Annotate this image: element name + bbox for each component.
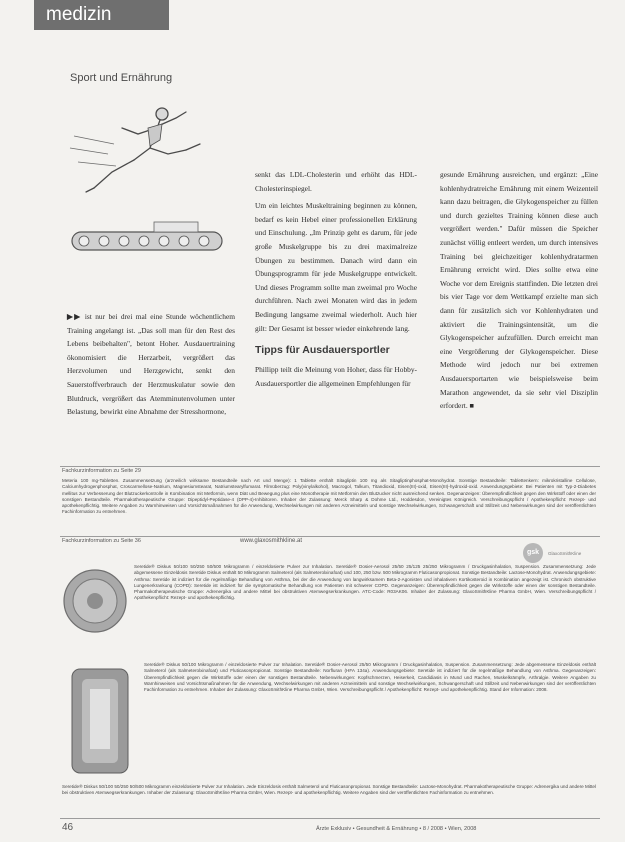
- column-2-paragraph: senkt das LDL-Cholesterin und erhöht das HDL-Cholesterinspiegel.: [255, 170, 417, 193]
- gsk-logo-subtext: GlaxoSmithKline: [548, 551, 582, 556]
- ad-url[interactable]: www.glaxosmithkline.at: [240, 538, 303, 544]
- ad-text: Meteria 100 mg-Tabletten. Zusammensetzung (arzneilich wirksame Bestandteile nach Art und Menge): 1 Tablette enthält Sitagliptin 100 mg als Sitagliptinphosphat-Monohydrat. Sonstige Bestandteile: Tablettenkern: mikrokristalline Cellulose, Calciumhydrogenphosphat, Croscarmellose-Natrium, Magnesiumstearat, Natriumstearylfumarat. Filmüberzug: Poly(vinylalkohol), Macrogol, Talkum, Titandioxid, Eisen(III)-oxid, Eisen(III)-hydroxid-oxid. Anwendungsgebiete: Bei Patienten mit Typ-2-Diabetes mellitus zur Verbesserung der Blutzuckerkontrolle in Kombination mit Metformin, wenn Diät und Bewegung plus eine Monotherapie mit Metformin den Blutzucker nicht ausreichend senken. Gegenanzeigen: Überempfindlichkeit gegen den Wirkstoff oder einen der sonstigen Bestandteile. Pharmakotherapeutische Gruppe: Dipeptidyl-Peptidase-4 (DPP-4)-Inhibitoren. Inhaber der Zulassung: Merck Sharp & Dohme Ltd., Hoddesdon, Vereinigtes Königreich. Verschreibungspflicht / Apothekenpflicht: Rezept- und apothekenpflichtig. Weitere Angaben zu Warnhinweisen und Vorsichtsmaßnahmen für die Anwendung, Wechselwirkungen mit anderen Arzneimitteln und sonstige Wechselwirkungen, Schwangerschaft und Stillzeit und Nebenwirkungen sind der veröffentlichten Fachinformation zu entnehmen.: [62, 478, 596, 515]
- publication-footer: Ärzte Exklusiv • Gesundheit & Ernährung • 8 / 2008 • Wien, 2008: [316, 826, 477, 832]
- article-column-1: [67, 310, 235, 423]
- gsk-logo: gsk: [523, 543, 543, 563]
- inhaler-aerosol-image: [66, 665, 136, 779]
- article-subhead: Tipps für Ausdauersportler: [255, 344, 390, 357]
- ad-text: Seretide® Diskus 50/100 50/250 50/500 Mikrogramm einzeldosierte Pulver zur Inhalation. Jede Einzeldosis enthält Salmeterol und Fluticasonpropionat. Sonstige Bestandteile: Lactose-Monohydrat. Pharmakotherapeutische Gruppe: Adrenergika und andere Mittel bei obstruktiven Atemwegserkrankungen. Inhaber der Zulassung: GlaxoSmithKline Pharma GmbH, Wien. Rezept- und apothekenpflichtig. Weitere Angaben sind der veröffentlichten Fachinformation zu entnehmen.: [62, 784, 596, 796]
- section-tab: medizin: [34, 0, 169, 30]
- diskus-inhaler-image: [62, 568, 128, 634]
- runner-illustration: [64, 92, 228, 272]
- article-column-2: [255, 168, 417, 394]
- column-3-text: gesunde Ernährung ausreichen, und ergänzt: „Eine kohlenhydratreiche Ernährung mit einem Weizenteil kann dazu beitragen, die Glykogenspeicher zu füllen und durch gezieltes Training können diese auch vergrößert werden." Dafür müssen die Speicher zunächst völlig entleert werden, um durch intensives Training bei gleichzeitiger kohlenhydratarmen Ernährung erreicht wird. Dies sollte etwa eine Woche vor dem Ereignis stattfinden. Die letzten drei bis vier Tage vor dem Wettkampf erzielte man sich dann für zusätzlich sich vor Kohlenhydraten und aktiviert die Trainingsintensität, um die Glykogenspeicher aufzufüllen. Durch erreicht man eine Vergrößerung der Glykogenspeicher. Diese Methode wird jedoch nur bei extremen Ausdauersportarten wie beispielsweise beim Marathon angewendet, da sie sehr viel Disziplin erfordert.: [440, 170, 598, 411]
- ad-text: Seretide® Diskus 50/100 Mikrogramm / einzeldosierte Pulver zur Inhalation. Seretide® Dosier-Aerosol 25/50 Mikrogramm / Druckgasinhalation, Suspension. Zusammensetzung: Jede abgemessene Einzeldosis enthält Salmeterol (als Salmeterolxinafoat) und Fluticasonpropionat. Sonstige Bestandteile: Norfluran (HFA 134a). Anwendungsgebiete: Seretide ist indiziert für die regelmäßige Behandlung von Asthma. Gegenanzeigen: Überempfindlichkeit gegen die Wirkstoffe oder einen der sonstigen Bestandteile. Nebenwirkungen: Kopfschmerzen, Heiserkeit, Candidiasis in Mund und Rachen, Muskelkrämpfe, Arthralgie. Weitere Angaben zu Warnhinweisen und Vorsichtsmaßnahmen für die Anwendung, Wechselwirkungen mit anderen Arzneimitteln und sonstige Wechselwirkungen, Schwangerschaft und Stillzeit und Nebenwirkungen sind der veröffentlichten Fachinformation zu entnehmen. Inhaber der Zulassung: GlaxoSmithKline Pharma GmbH, Wien. Verschreibungspflicht / Apothekenpflicht: Rezept- und apothekenpflichtig. Stand der Information: 2008.: [144, 662, 596, 693]
- column-2-paragraph: Phillipp teilt die Meinung von Hoher, dass für Hobby-Ausdauersportler die allgemeinen Empfehlungen für: [255, 365, 417, 388]
- divider: [60, 466, 600, 467]
- page-number: 46: [62, 822, 74, 833]
- ad-label: Fachkurzinformation zu Seite 36: [62, 538, 141, 544]
- article-column-3: [440, 168, 598, 417]
- article-kicker: Sport und Ernährung: [70, 72, 173, 84]
- article-end-marker: ■: [467, 401, 475, 411]
- ad-text: Seretide® Diskus 50/100 50/250 50/500 Mikrogramm / einzeldosierte Pulver zur Inhalation. Seretide® Dosier-Aerosol 25/50 25/125 25/250 Mikrogramm / Druckgasinhalation, Suspension. Zusammensetzung: Jede abgemessene Einzeldosis Seretide Diskus enthält 50 Mikrogramm Salmeterol (als Salmeterolxinafoat) und 100, 250 bzw. 500 Mikrogramm Fluticasonpropionat. Sonstige Bestandteile: Lactose-Monohydrat. Anwendungsgebiete: Asthma: Seretide ist indiziert für die regelmäßige Behandlung von Asthma, bei der die Anwendung von langwirksamem Beta-2-Agonisten und inhalativem Kortikosteroid in Kombination angezeigt ist. Chronisch obstruktive Lungenerkrankung (COPD): Seretide ist indiziert für die symptomatische Behandlung von Patienten mit schwerer COPD. Gegenanzeigen: Überempfindlichkeit gegen die Wirkstoffe oder einen der sonstigen Bestandteile. Pharmakotherapeutische Gruppe: Adrenergika und andere Mittel bei obstruktiven Atemwegserkrankungen. ATC-Code: R03AK06. Inhaber der Zulassung: GlaxoSmithKline Pharma GmbH, Wien. Verschreibungspflicht / Apothekenpflicht: Rezept- und apothekenpflichtig.: [134, 564, 596, 601]
- column-2-paragraph: Um ein leichtes Muskeltraining beginnen zu können, bedarf es kein Hebel einer professionellen Erklärung und Einschulung. „Im Prinzip geht es darum, für jede große Muskelgruppe bis zu drei maximalreize Übungen zu bestimmen. Danach wird dann ein Übungsprogramm für jede Muskelgruppe entwickelt. Und dieses Programm sollte man zweimal pro Woche durchführen. Nach zwei Monaten wird das in jedem Bedingung langsame zweimal wiederholt. Auch hier gilt: Der Gesamt ist besser wieder einkehrende lang.: [255, 201, 417, 333]
- column-1-text: ist nur bei drei mal eine Stunde wöchentlichem Training angelangt ist. „Das soll man für den Rest des Lebens beibehalten", betont Hoher. Ausdauertraining ökonomisiert die Herzarbeit, vergrößert das Herzvolumen und Herzgewicht, senkt den Sauerstoffverbrauch der Herzmuskulatur sowie den Blutdruck, vergrößert das Atemminutenvolumen unter Belastung, bewirkt eine Abnahme der Stresshormone,: [67, 312, 235, 417]
- footer-rule: [60, 818, 600, 819]
- article-start-marker: ▶▶: [67, 312, 85, 321]
- divider: [60, 536, 600, 537]
- ad-label: Fachkurzinformation zu Seite 29: [62, 468, 141, 474]
